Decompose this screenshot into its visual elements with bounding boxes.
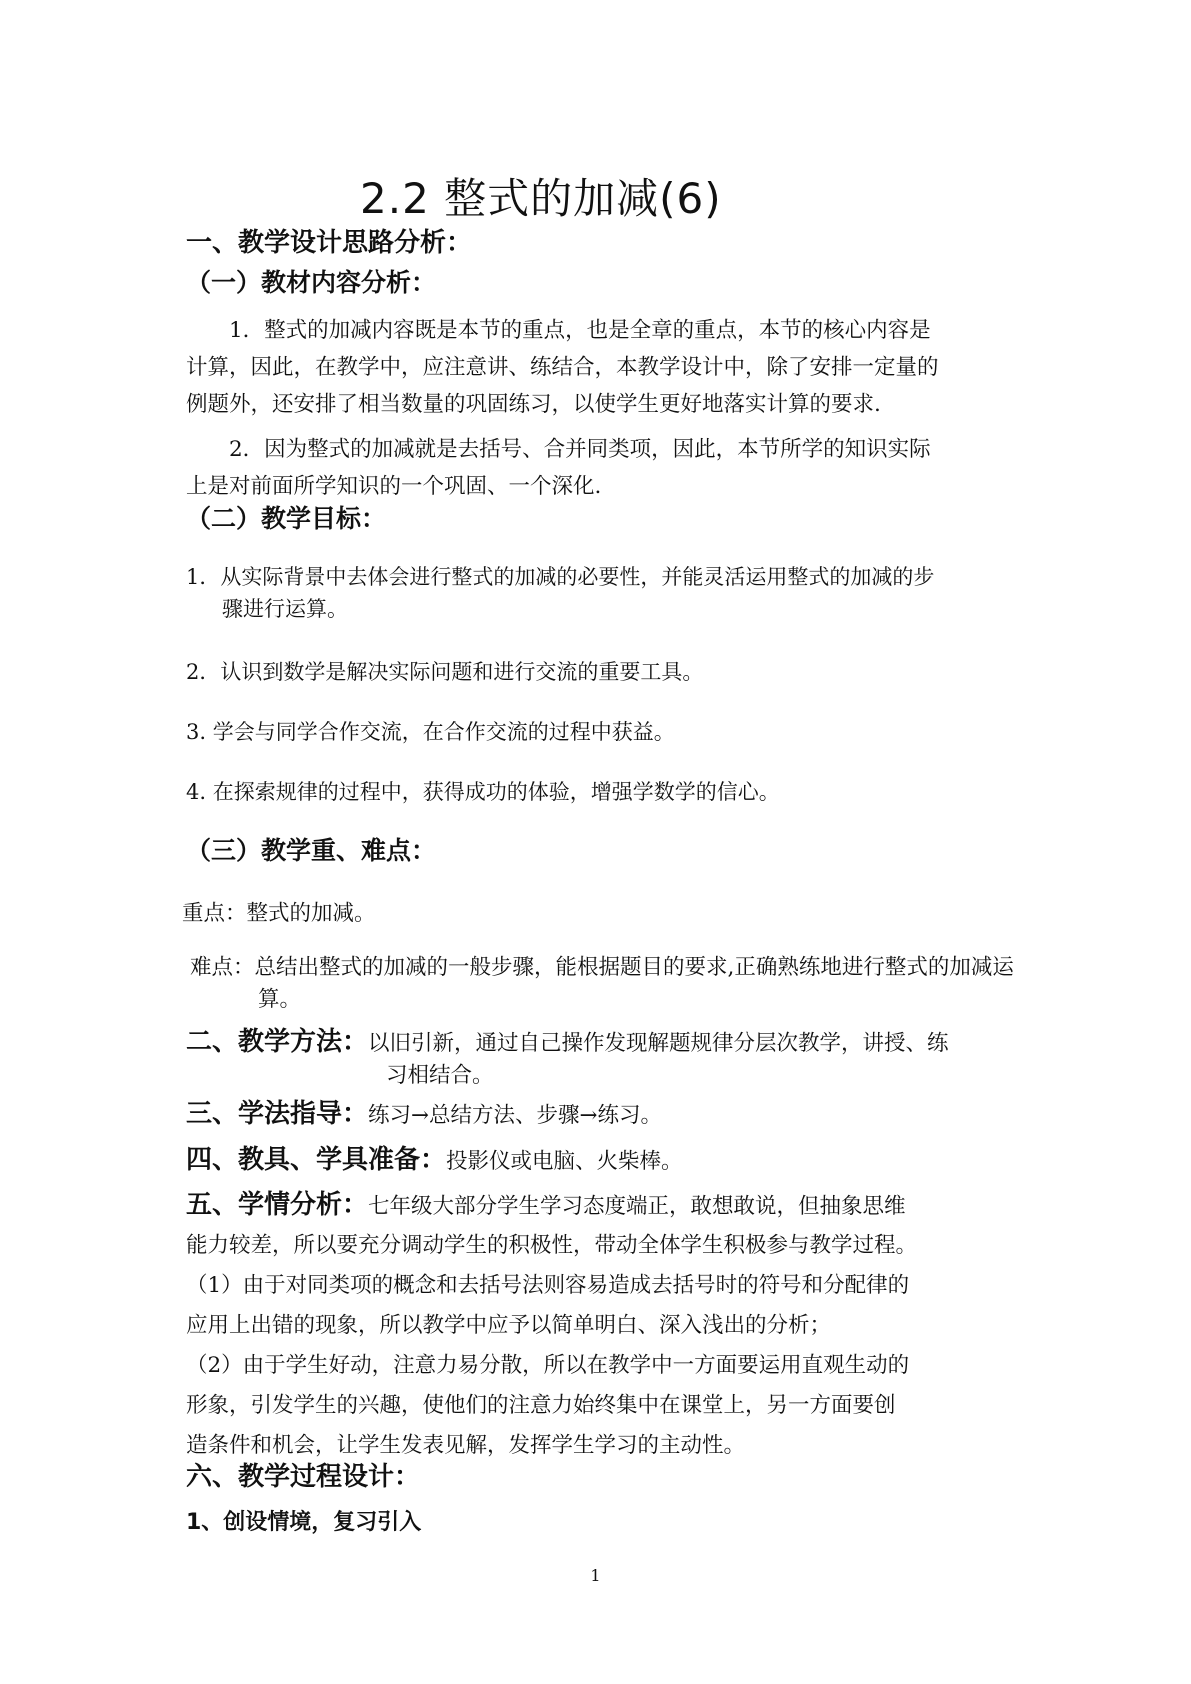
- page-title: 2.2 整式的加减(6): [360, 174, 722, 223]
- objectives-list: [186, 561, 941, 625]
- section-3-text: 练习→总结方法、步骤→练习。: [368, 1103, 663, 1128]
- key-point: [182, 896, 1021, 932]
- section-5-line-5: 造条件和机会，让学生发表见解，发挥学生学习的主动性。: [186, 1433, 746, 1458]
- section-4-text: 投影仪或电脑、火柴棒。: [446, 1149, 683, 1174]
- subsection-1-1: [186, 268, 1021, 298]
- page-number: 1: [590, 1566, 601, 1585]
- section-3: [186, 1096, 1021, 1134]
- section-3-heading: 三、学法指导：: [186, 1099, 369, 1129]
- section-5-line-4: 形象，引发学生的兴趣，使他们的注意力始终集中在课堂上，另一方面要创: [186, 1393, 896, 1418]
- section-5-line-1: （1）由于对同类项的概念和去括号法则容易造成去括号时的符号和分配律的: [186, 1273, 910, 1298]
- subsection-1-2: [186, 504, 1021, 534]
- section-5-text-1: 七年级大部分学生学习态度端正，敢想敢说，但抽象思维: [368, 1194, 906, 1219]
- section-6-sub: [186, 1510, 1021, 1536]
- section-5-heading: 五、学情分析：: [186, 1190, 369, 1220]
- section-6-subheading: 1、创设情境，复习引入: [186, 1510, 422, 1535]
- section-1-heading: 一、教学设计思路分析：: [186, 228, 473, 258]
- section-4: [186, 1142, 1021, 1180]
- section-5-line-3: （2）由于学生好动，注意力易分散，所以在教学中一方面要运用直观生动的: [186, 1353, 910, 1378]
- subsection-1-3: [186, 836, 1021, 866]
- subsection-1-1-heading: （一）教材内容分析：: [186, 268, 437, 297]
- section-6: [186, 1462, 1021, 1493]
- list-item: 1．从实际背景中去体会进行整式的加减的必要性，并能灵活运用整式的加减的步骤进行运算。: [186, 565, 935, 621]
- section-1: [186, 228, 1021, 259]
- list-item: 2．认识到数学是解决实际问题和进行交流的重要工具。: [186, 660, 704, 684]
- subsection-1-2-heading: （二）教学目标：: [186, 504, 387, 533]
- list-item: 3. 学会与同学合作交流，在合作交流的过程中获益。: [186, 720, 675, 744]
- section-2-heading: 二、教学方法：: [186, 1027, 369, 1057]
- section-2-text-line1: 以旧引新，通过自己操作发现解题规律分层次教学，讲授、练: [368, 1031, 949, 1056]
- list-item: 4. 在探索规律的过程中，获得成功的体验，增强学数学的信心。: [186, 780, 780, 804]
- difficulty-point: [190, 952, 1031, 1016]
- section-5-text-2: 能力较差，所以要充分调动学生的积极性，带动全体学生积极参与教学过程。: [186, 1233, 918, 1258]
- subsection-1-1-body: [186, 312, 941, 505]
- paragraph-2: 2．因为整式的加减就是去括号、合并同类项，因此，本节所学的知识实际上是对前面所学知识的一个巩固、一个深化.: [186, 437, 931, 499]
- section-4-heading: 四、教具、学具准备：: [186, 1145, 447, 1175]
- section-2: [186, 1026, 1031, 1092]
- key-point-text: 重点：整式的加减。: [182, 901, 376, 926]
- objectives-list-2: [186, 656, 941, 688]
- objectives-list-3: [186, 716, 941, 748]
- section-6-heading: 六、教学过程设计：: [186, 1462, 421, 1492]
- section-5-line-2: 应用上出错的现象，所以教学中应予以简单明白、深入浅出的分析；: [186, 1313, 832, 1338]
- section-2-text-line2: 习相结合。: [386, 1063, 494, 1088]
- objectives-list-4: [186, 776, 941, 808]
- section-5: [186, 1186, 1031, 1466]
- paragraph-1: 1．整式的加减内容既是本节的重点，也是全章的重点，本节的核心内容是计算，因此，在教学中，应注意讲、练结合，本教学设计中，除了安排一定量的例题外，还安排了相当数量的巩固练习，以使学生更好地落实计算的要求.: [186, 318, 939, 417]
- subsection-1-3-heading: （三）教学重、难点：: [186, 836, 437, 865]
- difficulty-text: 难点：总结出整式的加减的一般步骤，能根据题目的要求,正确熟练地进行整式的加减运算。: [190, 955, 1014, 1012]
